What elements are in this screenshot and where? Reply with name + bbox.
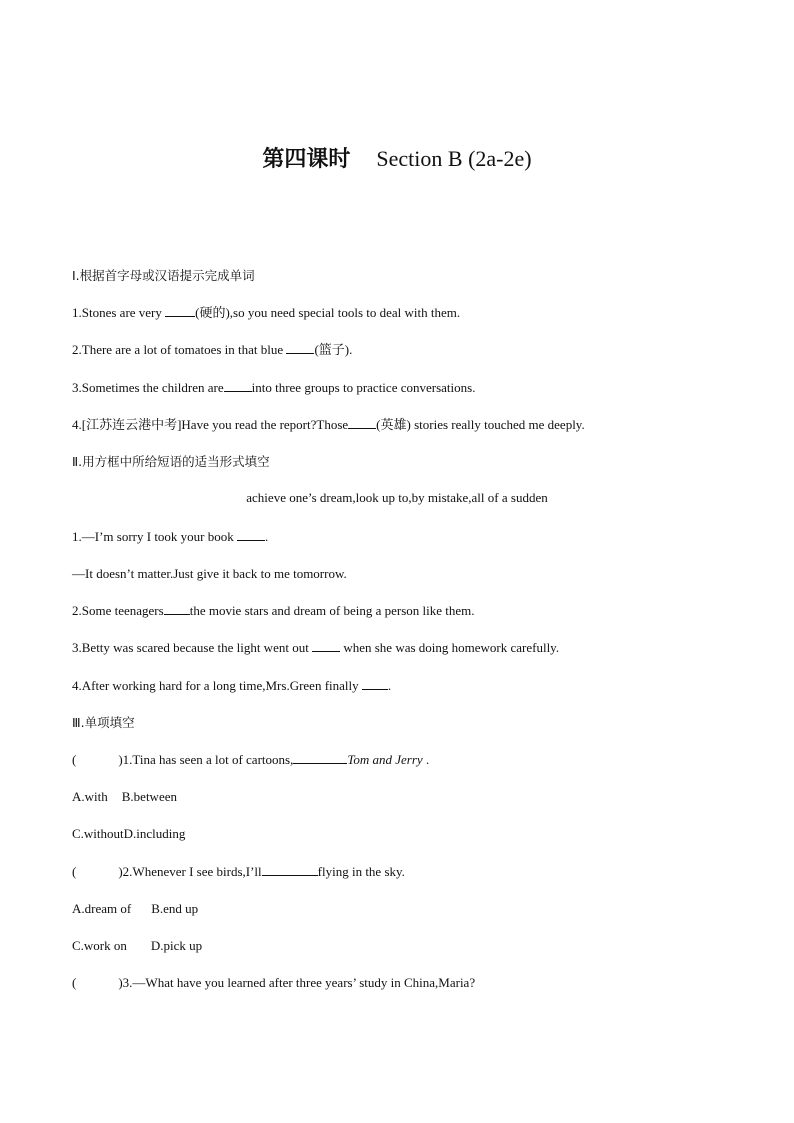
title-english: Section B (2a-2e) [376, 146, 532, 171]
option-d[interactable]: D.including [123, 826, 186, 841]
s2-question-4: 4.After working hard for a long time,Mrs.Green finally . [72, 678, 392, 693]
section-2-heading: Ⅱ.用方框中所给短语的适当形式填空 [72, 454, 270, 469]
s3-q1-options-row-1 [72, 789, 177, 805]
phrase-box: achieve one’s dream,look up to,by mistake,all of a sudden [246, 490, 548, 505]
answer-blank[interactable] [237, 529, 265, 541]
s1-question-1: 1.Stones are very (硬的),so you need special tools to deal with them. [72, 305, 461, 320]
s2-question-3: 3.Betty was scared because the light went out when she was doing homework carefully. [72, 640, 560, 655]
option-c[interactable]: C.without [72, 826, 124, 841]
s2-question-2: 2.Some teenagers the movie stars and dream of being a person like them. [72, 603, 475, 618]
option-b[interactable]: B.between [121, 789, 177, 804]
answer-blank[interactable] [348, 417, 376, 429]
option-c[interactable]: C.work on [72, 938, 127, 953]
title-chinese: 第四课时 [262, 146, 351, 172]
page-title [0, 142, 794, 173]
s3-question-2: ( )2.Whenever I see birds,I’ll flying in the sky. [72, 864, 405, 879]
answer-blank[interactable] [224, 380, 252, 392]
s3-q2-options-row-2 [72, 938, 202, 954]
section-3-heading: Ⅲ.单项填空 [72, 715, 135, 730]
answer-blank[interactable] [164, 603, 190, 615]
s3-q2-options-row-1 [72, 901, 198, 917]
option-b[interactable]: B.end up [151, 901, 199, 916]
s3-question-3: ( )3.—What have you learned after three years’ study in China,Maria? [72, 975, 476, 990]
s1-question-4: 4.[江苏连云港中考]Have you read the report?Those (英雄) stories really touched me deeply. [72, 417, 585, 432]
answer-blank[interactable] [262, 864, 318, 876]
s2-question-1-reply: —It doesn’t matter.Just give it back to me tomorrow. [72, 566, 347, 581]
s3-q1-options-row-2 [72, 826, 185, 842]
answer-blank[interactable] [286, 342, 314, 354]
answer-blank[interactable] [362, 678, 388, 690]
s3-question-1: ( )1.Tina has seen a lot of cartoons, Tom and Jerry . [72, 752, 430, 767]
option-a[interactable]: A.with [72, 789, 108, 804]
answer-blank[interactable] [293, 752, 347, 764]
answer-blank[interactable] [165, 305, 195, 317]
section-1-heading: Ⅰ.根据首字母或汉语提示完成单词 [72, 268, 255, 283]
answer-blank[interactable] [312, 640, 340, 652]
s1-question-2: 2.There are a lot of tomatoes in that blue (篮子). [72, 342, 353, 357]
option-a[interactable]: A.dream of [72, 901, 132, 916]
option-d[interactable]: D.pick up [150, 938, 203, 953]
s1-question-3: 3.Sometimes the children are into three groups to practice conversations. [72, 380, 476, 395]
s2-question-1: 1.—I’m sorry I took your book . [72, 529, 269, 544]
